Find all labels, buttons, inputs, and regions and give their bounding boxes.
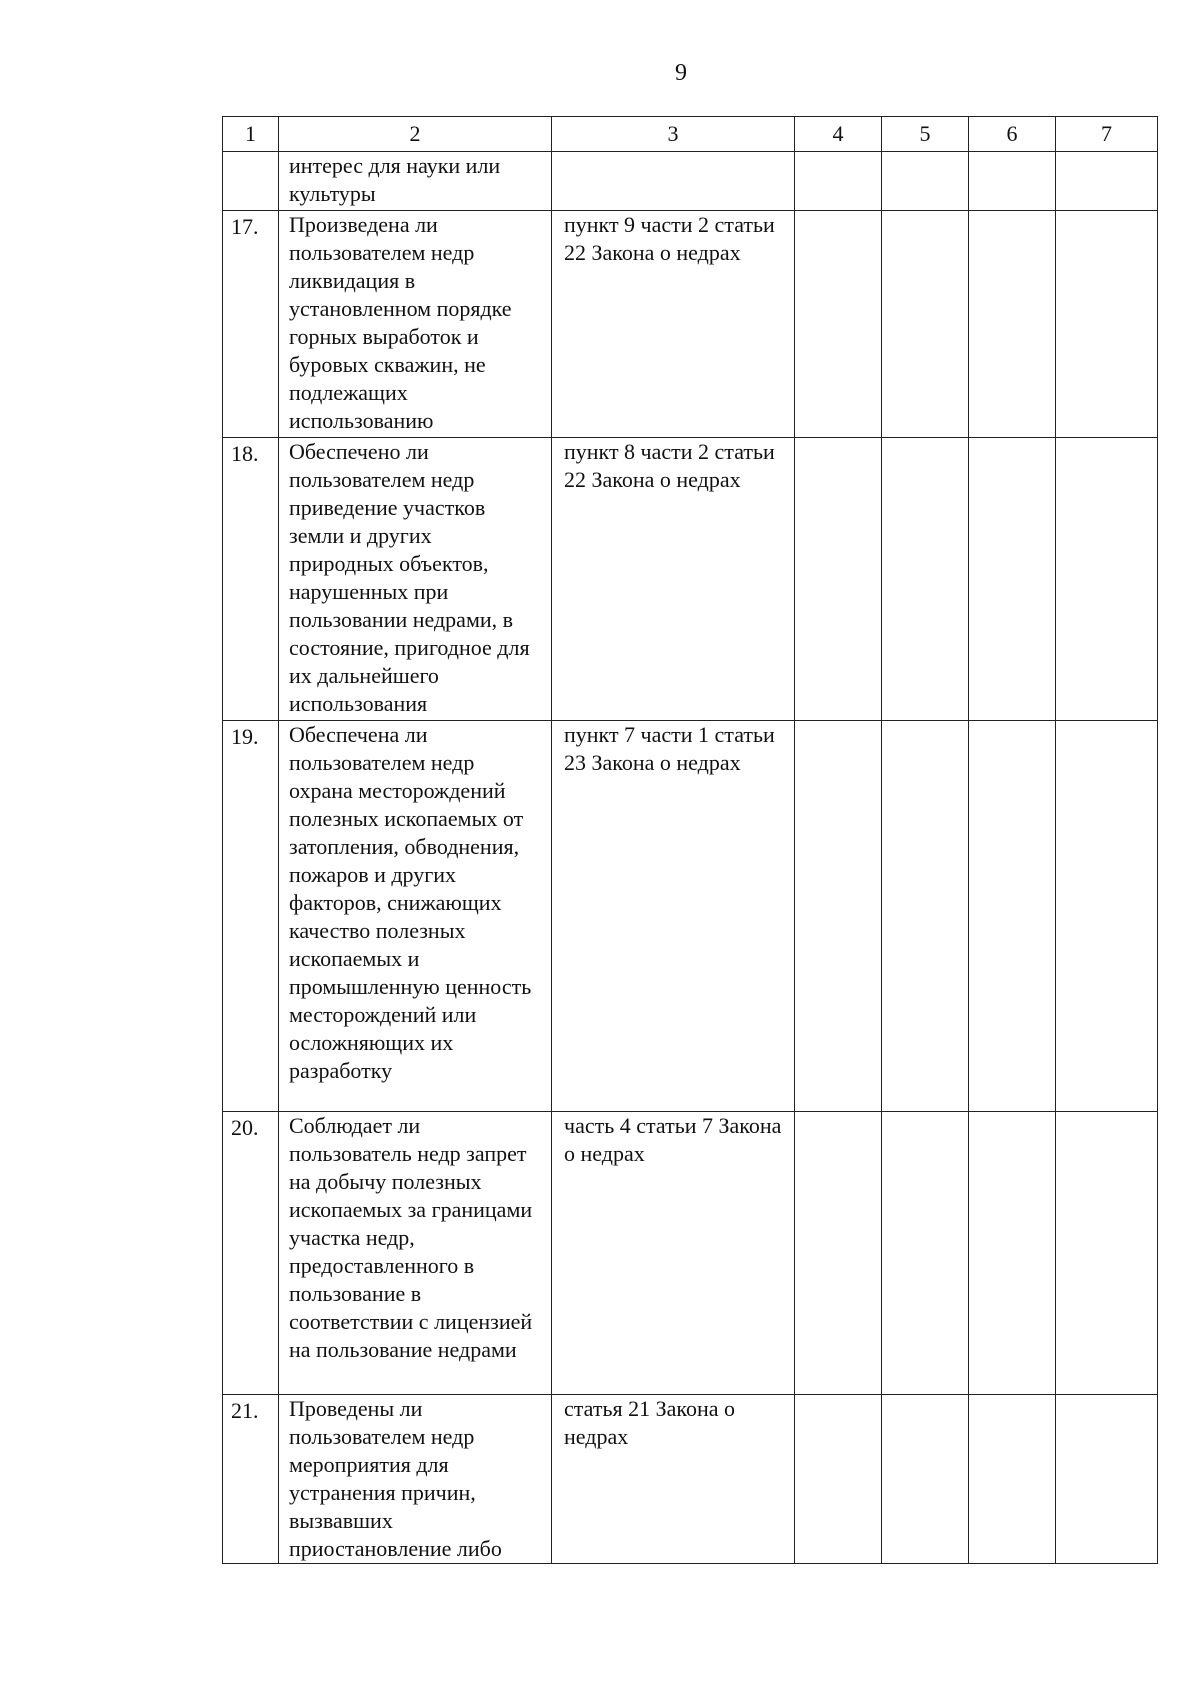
table-row (223, 1395, 1158, 1564)
requirement-cell: Обеспечена ли пользователем недр охрана месторождений полезных ископаемых от затопления, обводнения, пожаров и других факторов, снижающих качество полезных ископаемых и промышленную ценность месторождений или осложняющих их разработку (279, 721, 552, 1112)
answer-cell-4 (795, 211, 882, 438)
row-number: 18. (223, 438, 279, 721)
answer-cell-4 (795, 438, 882, 721)
column-header-1: 1 (223, 117, 279, 152)
row-number: 21. (223, 1395, 279, 1564)
column-header-4: 4 (795, 117, 882, 152)
answer-cell-5 (882, 211, 969, 438)
answer-cell-4 (795, 1395, 882, 1564)
requirement-cell: интерес для науки или культуры (279, 152, 552, 211)
answer-cell-6 (969, 152, 1056, 211)
answer-cell-7 (1056, 721, 1158, 1112)
row-number: 17. (223, 211, 279, 438)
answer-cell-5 (882, 1395, 969, 1564)
requirement-cell: Соблюдает ли пользователь недр запрет на добычу полезных ископаемых за границами участка недр, предоставленного в пользование в соответствии с лицензией на пользование недрами (279, 1112, 552, 1395)
answer-cell-6 (969, 211, 1056, 438)
row-number (223, 152, 279, 211)
row-number: 19. (223, 721, 279, 1112)
law-reference-cell (552, 152, 795, 211)
column-header-6: 6 (969, 117, 1056, 152)
answer-cell-4 (795, 152, 882, 211)
table-row (223, 1112, 1158, 1395)
table-row (223, 438, 1158, 721)
answer-cell-4 (795, 721, 882, 1112)
law-reference-cell: пункт 7 части 1 статьи 23 Закона о недрах (552, 721, 795, 1112)
column-header-2: 2 (279, 117, 552, 152)
answer-cell-5 (882, 152, 969, 211)
checklist-table (222, 116, 1158, 1564)
law-reference-cell: часть 4 статьи 7 Закона о недрах (552, 1112, 795, 1395)
answer-cell-6 (969, 721, 1056, 1112)
header-row (223, 117, 1158, 152)
law-reference-cell: статья 21 Закона о недрах (552, 1395, 795, 1564)
column-header-3: 3 (552, 117, 795, 152)
page-number: 9 (675, 60, 687, 86)
column-header-5: 5 (882, 117, 969, 152)
requirement-cell: Произведена ли пользователем недр ликвидация в установленном порядке горных выработок и буровых скважин, не подлежащих использованию (279, 211, 552, 438)
requirement-cell: Обеспечено ли пользователем недр приведение участков земли и других природных объектов, нарушенных при пользовании недрами, в состояние, пригодное для их дальнейшего использования (279, 438, 552, 721)
table-row (223, 211, 1158, 438)
answer-cell-6 (969, 1112, 1056, 1395)
answer-cell-7 (1056, 438, 1158, 721)
answer-cell-5 (882, 438, 969, 721)
answer-cell-7 (1056, 152, 1158, 211)
answer-cell-6 (969, 1395, 1056, 1564)
answer-cell-6 (969, 438, 1056, 721)
table-row (223, 152, 1158, 211)
row-number: 20. (223, 1112, 279, 1395)
answer-cell-4 (795, 1112, 882, 1395)
answer-cell-7 (1056, 1395, 1158, 1564)
answer-cell-5 (882, 721, 969, 1112)
answer-cell-7 (1056, 1112, 1158, 1395)
answer-cell-5 (882, 1112, 969, 1395)
column-header-7: 7 (1056, 117, 1158, 152)
table-row (223, 721, 1158, 1112)
law-reference-cell: пункт 9 части 2 статьи 22 Закона о недрах (552, 211, 795, 438)
law-reference-cell: пункт 8 части 2 статьи 22 Закона о недрах (552, 438, 795, 721)
answer-cell-7 (1056, 211, 1158, 438)
requirement-cell: Проведены ли пользователем недр мероприятия для устранения причин, вызвавших приостановление либо (279, 1395, 552, 1564)
